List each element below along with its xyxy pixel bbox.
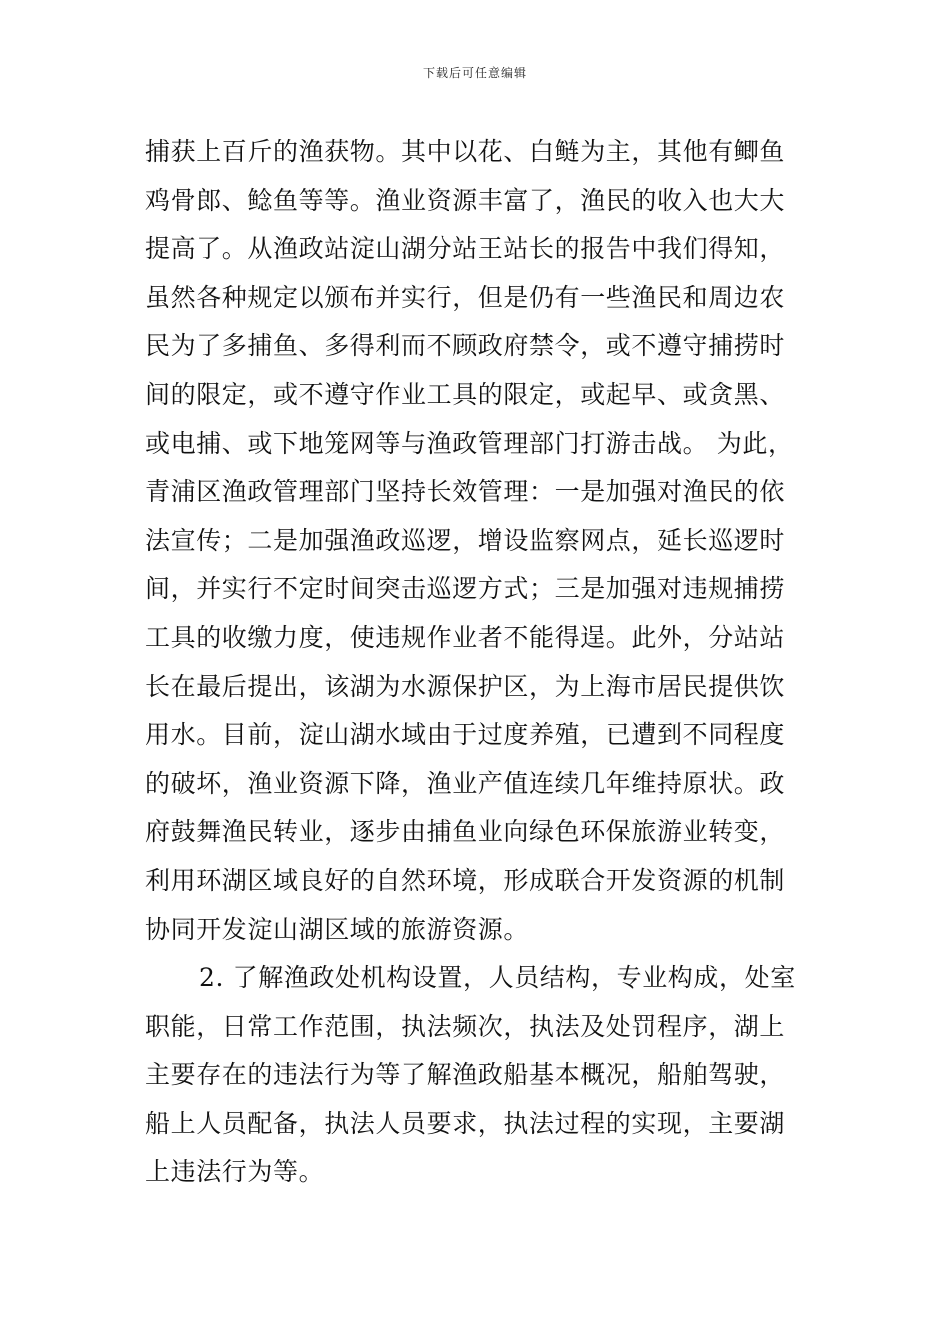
paragraph-line: 府鼓舞渔民转业，逐步由捕鱼业向绿色环保旅游业转变， — [145, 817, 786, 847]
paragraph-line: 或电捕、或下地笼网等与渔政管理部门打游击战。 为此， — [145, 428, 794, 458]
paragraph-line: 上违法行为等。 — [145, 1157, 325, 1187]
paragraph-line: 间，并实行不定时间突击巡逻方式；三是加强对违规捕捞 — [145, 574, 786, 604]
paragraph-line: 虽然各种规定以颁布并实行，但是仍有一些渔民和周边农 — [145, 282, 786, 312]
paragraph-line: 间的限定，或不遵守作业工具的限定，或起早、或贪黑、 — [145, 379, 786, 409]
paragraph-line: 用水。目前，淀山湖水域由于过度养殖，已遭到不同程度 — [145, 720, 786, 750]
paragraph-line: 船上人员配备，执法人员要求，执法过程的实现，主要湖 — [145, 1108, 786, 1138]
paragraph-line: 的破坏，渔业资源下降，渔业产值连续几年维持原状。政 — [145, 768, 786, 798]
paragraph-line: 主要存在的违法行为等了解渔政船基本概况，船舶驾驶， — [145, 1060, 786, 1090]
paragraph-line: 青浦区渔政管理部门坚持长效管理：一是加强对渔民的依 — [145, 477, 786, 507]
paragraph-line: 工具的收缴力度，使违规作业者不能得逞。此外，分站站 — [145, 622, 786, 652]
paragraph-line: 民为了多捕鱼、多得利而不顾政府禁令，或不遵守捕捞时 — [145, 331, 786, 361]
page-header: 下载后可任意编辑 — [422, 66, 527, 80]
paragraph-line: 捕获上百斤的渔获物。其中以花、白鲢为主，其他有鲫鱼 — [145, 137, 786, 166]
paragraph-line: 鸡骨郎、鲶鱼等等。渔业资源丰富了，渔民的收入也大大 — [145, 185, 786, 215]
paragraph-line: 提高了。从渔政站淀山湖分站王站长的报告中我们得知， — [145, 234, 786, 264]
paragraph-line: 利用环湖区域良好的自然环境，形成联合开发资源的机制 — [145, 865, 786, 895]
paragraph-line: 协同开发淀山湖区域的旅游资源。 — [145, 914, 530, 944]
document-body — [145, 128, 807, 1197]
paragraph-line: 职能，日常工作范围，执法频次，执法及处罚程序，湖上 — [145, 1011, 786, 1041]
paragraph-line: 法宣传；二是加强渔政巡逻，增设监察网点，延长巡逻时 — [145, 525, 786, 555]
paragraph-line: 长在最后提出，该湖为水源保护区，为上海市居民提供饮 — [145, 671, 786, 701]
paragraph-line: 2. 了解渔政处机构设置，人员结构，专业构成，处室 — [199, 963, 796, 993]
